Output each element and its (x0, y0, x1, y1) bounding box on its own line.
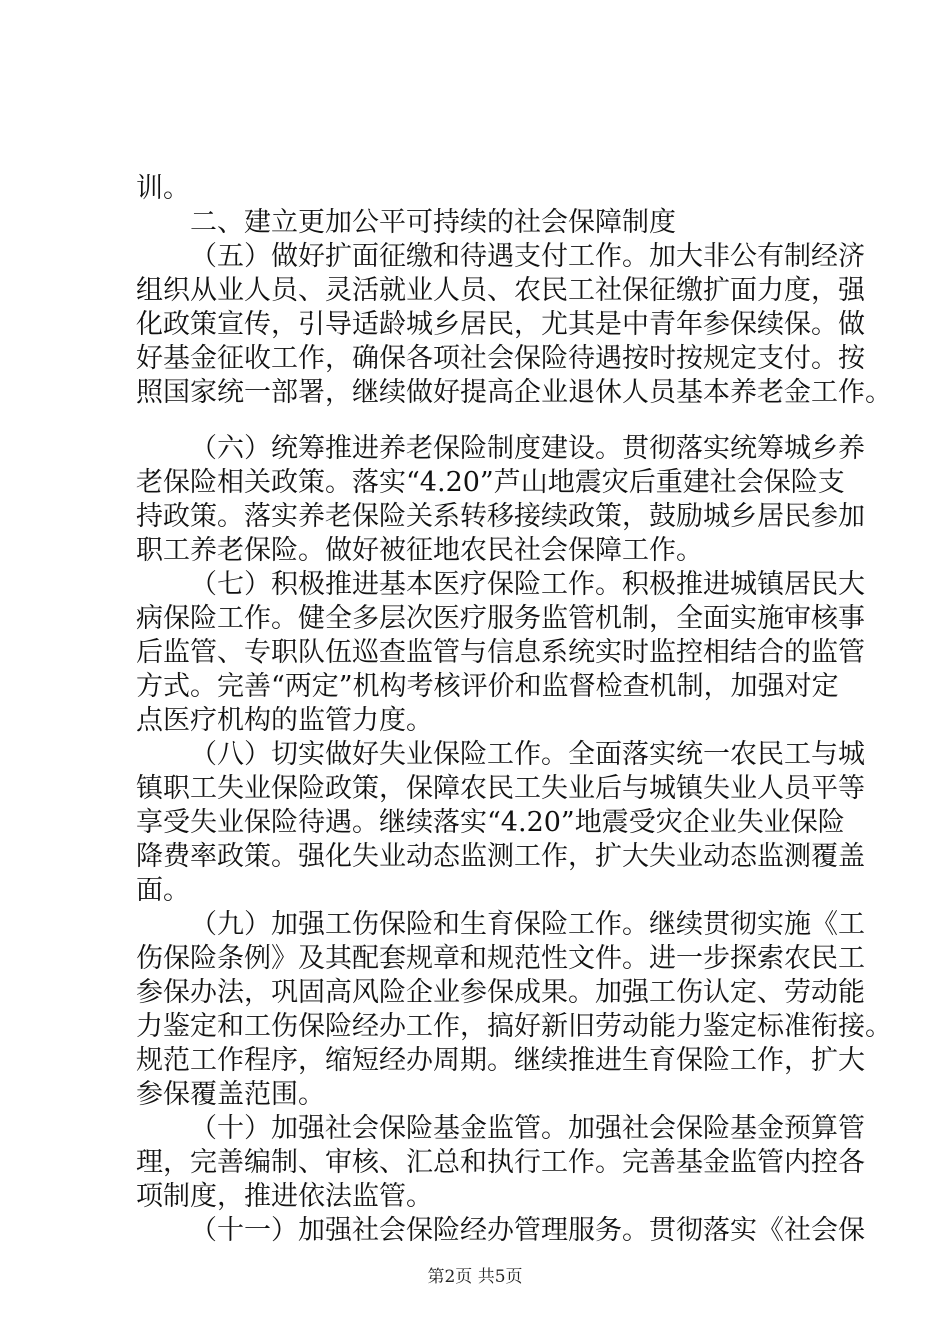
text-line: 点医疗机构的监管力度。 (136, 705, 433, 736)
text-line: （八）切实做好失业保险工作。全面落实统一农民工与城 (190, 739, 865, 770)
page-footer: 第2页 共5页 (427, 1267, 523, 1287)
text-line: 方式。完善“两定”机构考核评价和监督检查机制，加强对定 (136, 671, 839, 702)
text-line: 持政策。落实养老保险关系转移接续政策，鼓励城乡居民参加 (136, 501, 865, 532)
text-line: 训。 (136, 173, 190, 204)
text-line: （九）加强工伤保险和生育保险工作。继续贯彻实施《工 (190, 909, 865, 940)
text-line: 面。 (136, 875, 190, 906)
text-line: 参保覆盖范围。 (136, 1079, 325, 1110)
text-line: 伤保险条例》及其配套规章和规范性文件。进一步探索农民工 (136, 943, 865, 974)
text-line: 照国家统一部署，继续做好提高企业退休人员基本养老金工作。 (136, 377, 892, 408)
text-line: 病保险工作。健全多层次医疗服务监管机制，全面实施审核事 (136, 603, 865, 634)
text-line: 组织从业人员、灵活就业人员、农民工社保征缴扩面力度，强 (136, 275, 865, 306)
text-line: （十）加强社会保险基金监管。加强社会保险基金预算管 (190, 1113, 865, 1144)
text-line: 项制度，推进依法监管。 (136, 1181, 433, 1212)
text-line: 参保办法，巩固高风险企业参保成果。加强工伤认定、劳动能 (136, 977, 865, 1008)
text-line: 后监管、专职队伍巡查监管与信息系统实时监控相结合的监管 (136, 637, 865, 668)
text-line: 职工养老保险。做好被征地农民社会保障工作。 (136, 535, 703, 566)
text-line: 规范工作程序，缩短经办周期。继续推进生育保险工作，扩大 (136, 1045, 865, 1076)
text-line: （六）统筹推进养老保险制度建设。贯彻落实统筹城乡养 (190, 433, 865, 464)
text-line: 化政策宣传，引导适龄城乡居民，尤其是中青年参保续保。做 (136, 309, 865, 340)
text-line: 降费率政策。强化失业动态监测工作，扩大失业动态监测覆盖 (136, 841, 865, 872)
text-line: （十一）加强社会保险经办管理服务。贯彻落实《社会保 (190, 1215, 865, 1246)
text-line: 力鉴定和工伤保险经办工作，搞好新旧劳动能力鉴定标准衔接。 (136, 1011, 892, 1042)
text-line: （七）积极推进基本医疗保险工作。积极推进城镇居民大 (190, 569, 865, 600)
text-line: 理，完善编制、审核、汇总和执行工作。完善基金监管内控各 (136, 1147, 865, 1178)
text-line: （五）做好扩面征缴和待遇支付工作。加大非公有制经济 (190, 241, 865, 272)
section-heading: 二、建立更加公平可持续的社会保障制度 (190, 207, 676, 238)
text-line: 好基金征收工作，确保各项社会保险待遇按时按规定支付。按 (136, 343, 865, 374)
text-line: 老保险相关政策。落实“4.20”芦山地震灾后重建社会保险支 (136, 467, 845, 498)
text-line: 享受失业保险待遇。继续落实“4.20”地震受灾企业失业保险 (136, 807, 845, 838)
text-line: 镇职工失业保险政策，保障农民工失业后与城镇失业人员平等 (136, 773, 865, 804)
